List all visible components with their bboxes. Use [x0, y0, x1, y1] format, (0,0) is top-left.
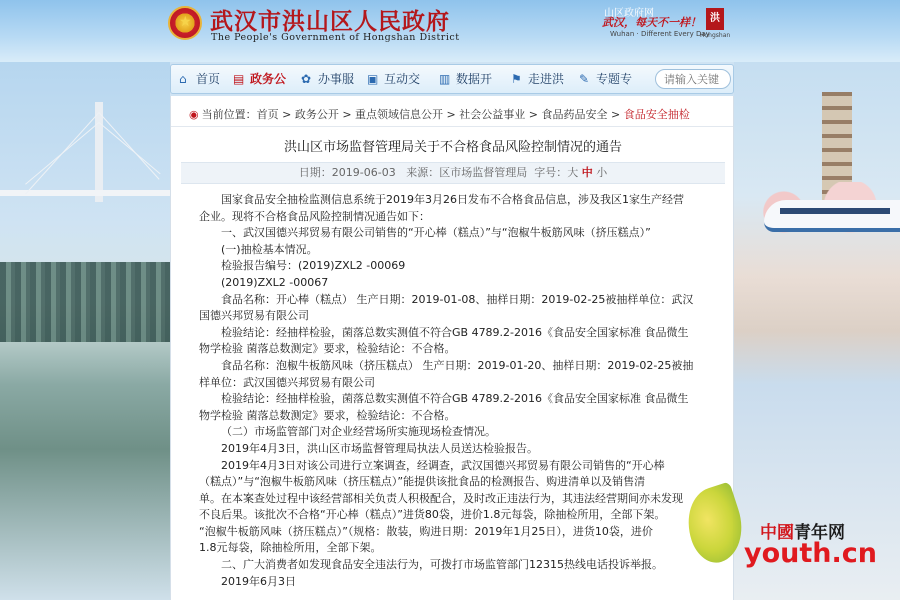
city-slogan: 武汉，每天不一样！	[602, 16, 701, 29]
article-title: 洪山区市场监督管理局关于不合格食品风险控制情况的通告	[283, 140, 622, 155]
bridge-cable	[99, 112, 160, 180]
article-paragraph: 检验报告编号：(2019)ZXL2 -00069	[221, 259, 406, 273]
location-pin-icon: ◉	[189, 108, 199, 121]
article-paragraph: （二）市场监管部门对企业经营场所实施现场检查情况。	[221, 425, 496, 439]
breadcrumb-current[interactable]: 食品安全抽检	[623, 108, 690, 121]
article-source: 区市场监督管理局	[439, 166, 528, 179]
national-emblem-icon: ★	[168, 6, 202, 40]
site-title[interactable]: 武汉市洪山区人民政府	[210, 8, 450, 35]
district-badge-icon: 洪	[706, 8, 724, 30]
breadcrumb-link[interactable]: 社会公益事业	[459, 108, 526, 121]
divider	[171, 126, 734, 127]
city-slogan-en: Wuhan · Different Every Day	[610, 30, 710, 38]
article-paragraph: 2019年4月3日，洪山区市场监督管理局执法人员送达检验报告。	[221, 441, 538, 455]
crowd-image	[0, 262, 170, 342]
search-input[interactable]	[655, 69, 731, 89]
nav-item-about-hongshan[interactable]: ⚑ 走进洪	[511, 65, 564, 93]
watermark-logo-cn: 中國青年网	[760, 523, 845, 543]
article-paragraph: “泡椒牛板筋风味（挤压糕点）”（规格：散装，购进日期：2019年1月25日），进货10袋，进价	[199, 524, 653, 538]
left-banner-image	[0, 62, 170, 600]
bridge-cable	[25, 122, 99, 184]
chat-icon: ▣	[367, 72, 379, 86]
document-icon: ▤	[233, 72, 245, 86]
article-paragraph: 1.8元每袋，除抽检所用，全部下架。	[199, 541, 382, 555]
article-paragraph: 食品名称：泡椒牛板筋风味（挤压糕点） 生产日期：2019-01-20、抽样日期：2019-02-25被抽	[221, 358, 694, 372]
article-paragraph: (一)抽检基本情况。	[221, 242, 318, 256]
nav-item-home[interactable]: ⌂ 首页	[179, 65, 220, 93]
nav-item-topics[interactable]: ✎ 专题专	[579, 65, 632, 93]
content-panel	[170, 96, 734, 600]
service-icon: ✿	[301, 72, 312, 86]
nav-item-services[interactable]: ✿ 办事服	[301, 65, 354, 93]
article-paragraph: 国德兴邦贸易有限公司	[199, 309, 309, 323]
site-header	[0, 0, 900, 62]
article-paragraph: (2019)ZXL2 -00067	[221, 275, 329, 289]
article-paragraph: 国家食品安全抽检监测信息系统于2019年3月26日发布不合格食品信息，涉及我区1家生产经营	[221, 193, 684, 206]
article-paragraph: （糕点）”与“泡椒牛板筋风味（挤压糕点）”能提供该批食品的检测报告、购进清单以及销售清	[199, 475, 646, 489]
breadcrumb-link[interactable]: 政务公开	[294, 108, 339, 121]
train-image	[764, 200, 900, 232]
article-body	[199, 192, 715, 590]
article-date: 2019-06-03	[331, 166, 396, 179]
article-paragraph: 物学检验 菌落总数测定》要求，检验结论：不合格。	[199, 342, 456, 356]
article-meta: 日期：2019-06-03 来源：区市场监督管理局 字号：大 中 小	[181, 162, 725, 184]
font-size-medium-button[interactable]: 中	[581, 166, 593, 179]
topic-icon: ✎	[579, 72, 590, 86]
district-badge-text: Hongshan	[700, 32, 731, 39]
article-paragraph: 二、广大消费者如发现食品安全违法行为，可拨打市场监管部门12315热线电话投诉举报。	[221, 558, 663, 572]
font-size-small-button[interactable]: 小	[596, 166, 608, 179]
article-paragraph: 检验结论：经抽样检验，菌落总数实测值不符合GB 4789.2-2016《食品安全国家标准 食品微生	[221, 392, 689, 406]
top-link[interactable]: 山区政府网	[604, 8, 654, 19]
chart-icon: ▥	[439, 72, 451, 86]
article-paragraph: 一、武汉国德兴邦贸易有限公司销售的“开心棒（糕点）”与“泡椒牛板筋风味（挤压糕点）”	[221, 226, 651, 240]
breadcrumb-link[interactable]: 食品药品安全	[541, 108, 608, 121]
home-icon: ⌂	[179, 72, 187, 86]
article-paragraph: 食品名称：开心棒（糕点） 生产日期：2019-01-08、抽样日期：2019-02-25被抽样单位：武汉	[221, 292, 694, 306]
article-paragraph: 2019年6月3日	[221, 574, 296, 588]
nav-item-interaction[interactable]: ▣ 互动交	[367, 65, 420, 93]
flag-icon: ⚑	[511, 72, 522, 86]
nav-item-open-data[interactable]: ▥ 数据开	[439, 65, 492, 93]
breadcrumb-link[interactable]: 重点领域信息公开	[355, 108, 444, 121]
breadcrumb: ◉ 当前位置：首页 > 政务公开 > 重点领域信息公开 > 社会公益事业 > 食品药品安全 > 食品安全抽检	[189, 108, 690, 121]
nav-item-government-affairs[interactable]: ▤ 政务公	[233, 65, 286, 93]
breadcrumb-link[interactable]: 首页	[256, 108, 279, 121]
article-paragraph: 2019年4月3日对该公司进行立案调查，经调查，武汉国德兴邦贸易有限公司销售的“开心棒	[221, 458, 665, 472]
article-paragraph: 样单位：武汉国德兴邦贸易有限公司	[199, 375, 375, 389]
article-paragraph: 单。在本案查处过程中该经营部相关负责人积极配合，及时改正违法行为，其违法经营期间亦未发现	[199, 491, 683, 505]
site-subtitle: The People's Government of Hongshan District	[211, 32, 460, 43]
train-window	[780, 208, 890, 214]
watermark-logo-en: youth.cn	[744, 538, 877, 569]
main-nav	[170, 64, 734, 94]
font-size-large-button[interactable]: 大	[567, 166, 579, 179]
bridge-cable	[99, 122, 161, 174]
article-paragraph: 企业。现将不合格食品风险控制情况通告如下：	[199, 209, 430, 223]
article-paragraph: 不良后果。该批次不合格“开心棒（糕点）”进货80袋，进价1.8元每袋，除抽检所用，全部下架。	[199, 508, 666, 522]
article-paragraph: 物学检验 菌落总数测定》要求，检验结论：不合格。	[199, 408, 456, 422]
article-paragraph: 检验结论：经抽样检验，菌落总数实测值不符合GB 4789.2-2016《食品安全国家标准 食品微生	[221, 325, 689, 339]
